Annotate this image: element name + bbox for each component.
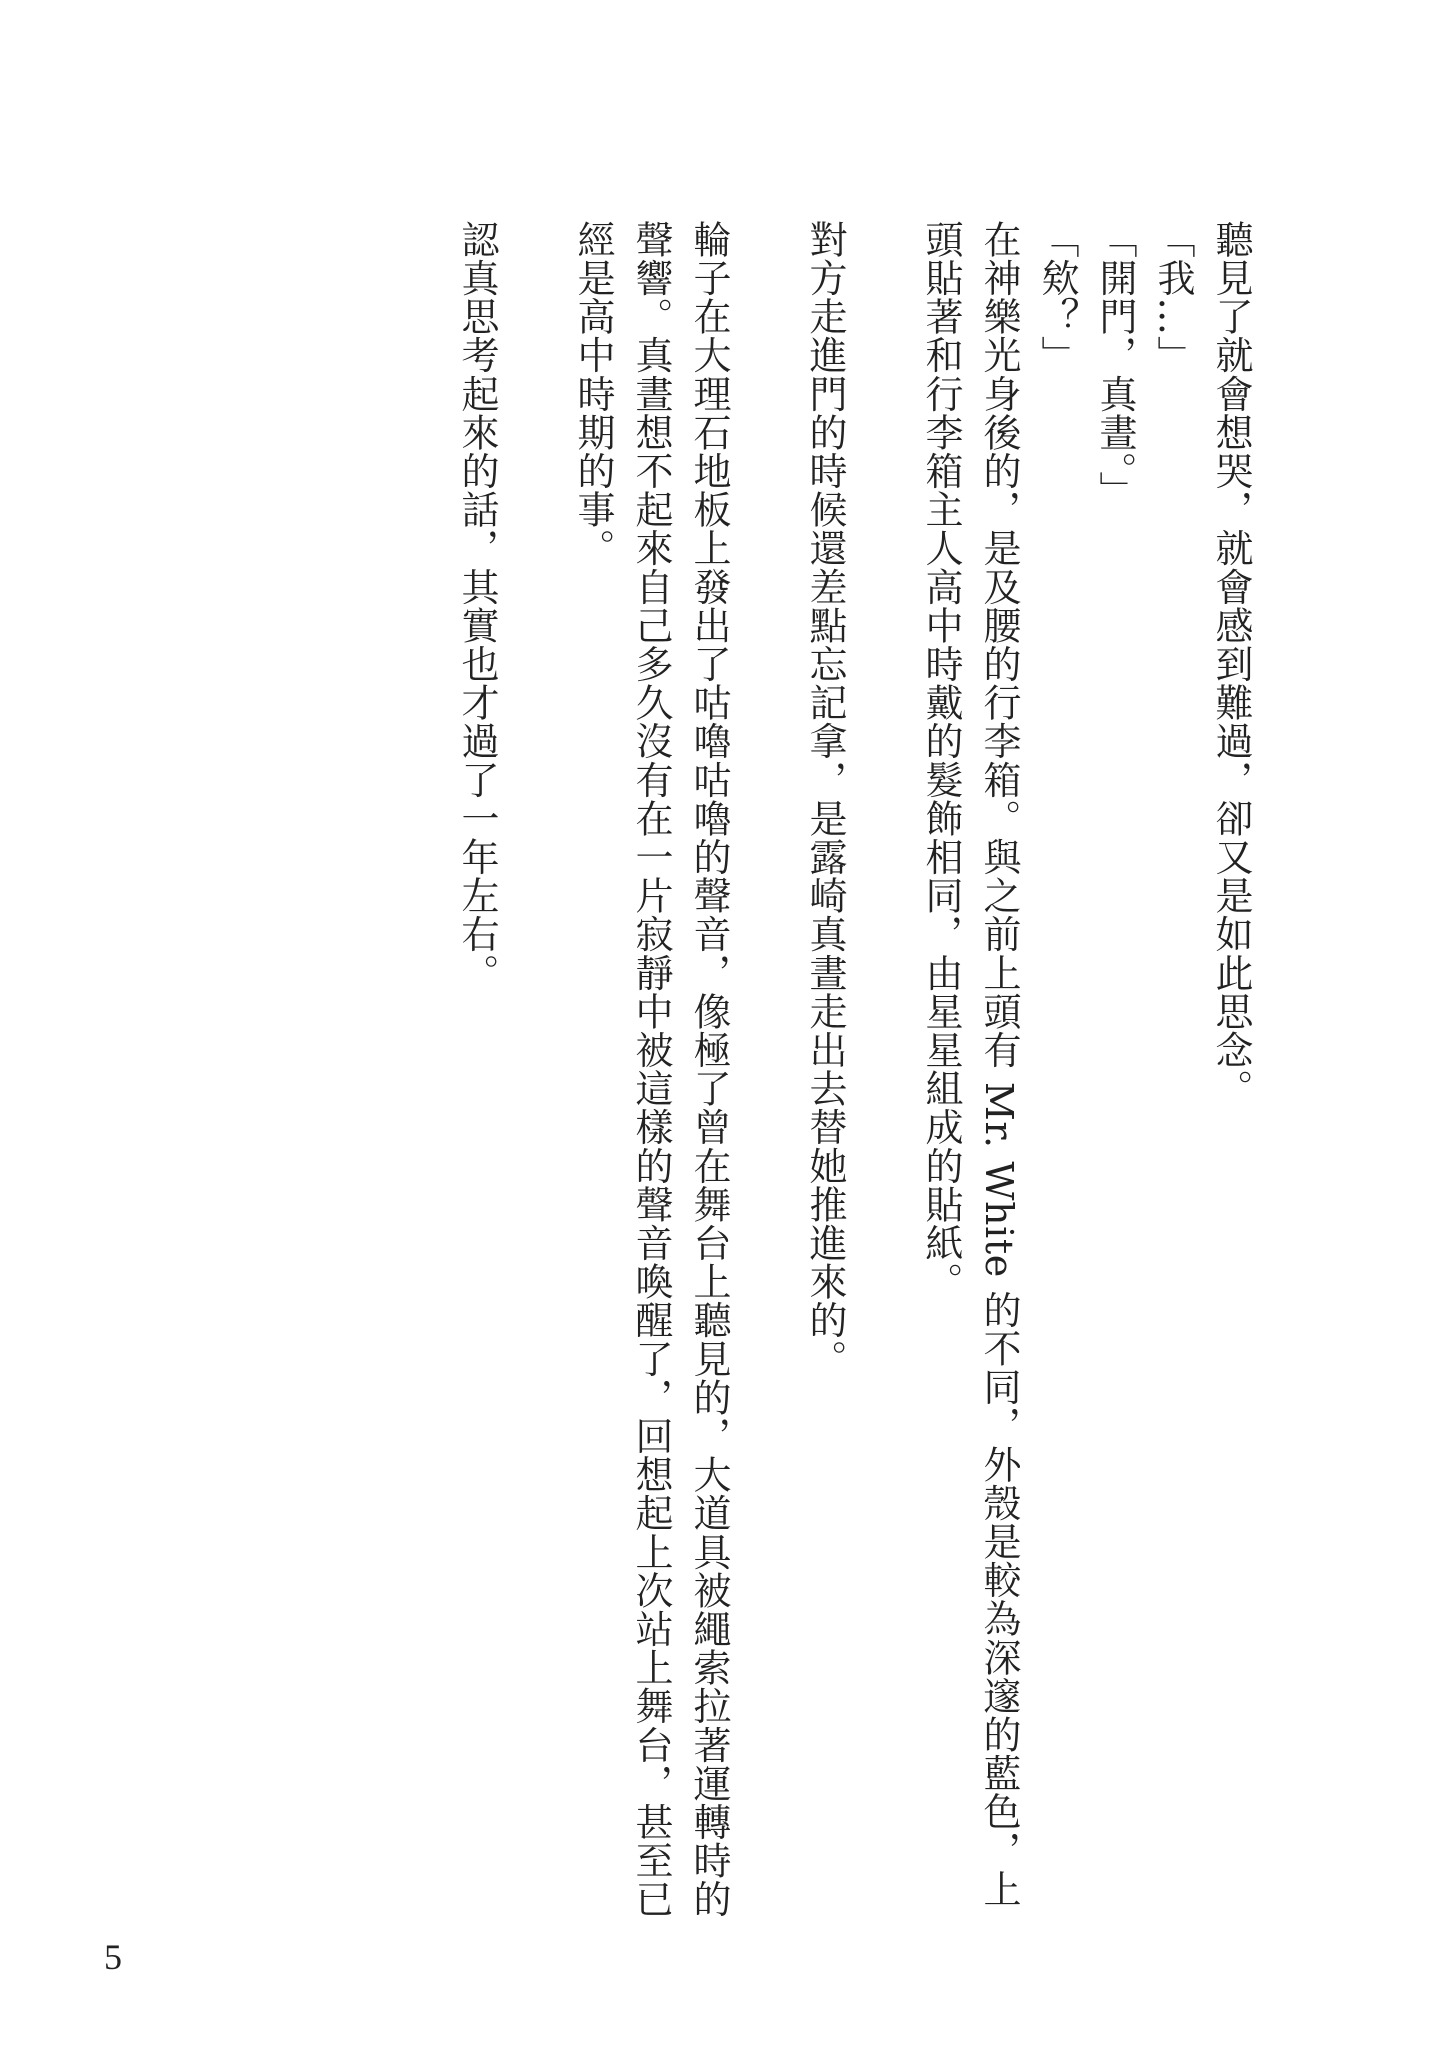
paragraph-8: 認真思考起來的話，其實也才過了一年左右。 [455, 220, 499, 992]
paragraph-7: 輪子在大理石地板上發出了咕嚕咕嚕的聲音，像極了曾在舞台上聽見的，大道具被繩索拉著運轉時的聲響。真晝想不起來自己多久沒有在一片寂靜中被這樣的聲音喚醒了，回想起上次站上舞台，甚至已經是高中時期的事。 [571, 220, 731, 1919]
paragraph-4: 「欸？」 [1035, 220, 1079, 375]
paragraph-2: 「我…」 [1151, 220, 1195, 375]
paragraph-6: 對方走進門的時候還差點忘記拿，是露崎真晝走出去替她推進來的。 [803, 220, 847, 1378]
paragraph-1: 聽見了就會想哭，就會感到難過，卻又是如此思念。 [1209, 220, 1253, 1108]
vertical-text-body [230, 220, 1260, 1920]
page-number: 5 [104, 1937, 122, 1977]
paragraph-3: 「開門，真晝。」 [1093, 220, 1137, 510]
paragraph-5: 在神樂光身後的，是及腰的行李箱。與之前上頭有 Mr. White 的不同，外殼是較為深邃的藍色，上頭貼著和行李箱主人高中時戴的髮飾相同，由星星組成的貼紙。 [919, 220, 1021, 1909]
